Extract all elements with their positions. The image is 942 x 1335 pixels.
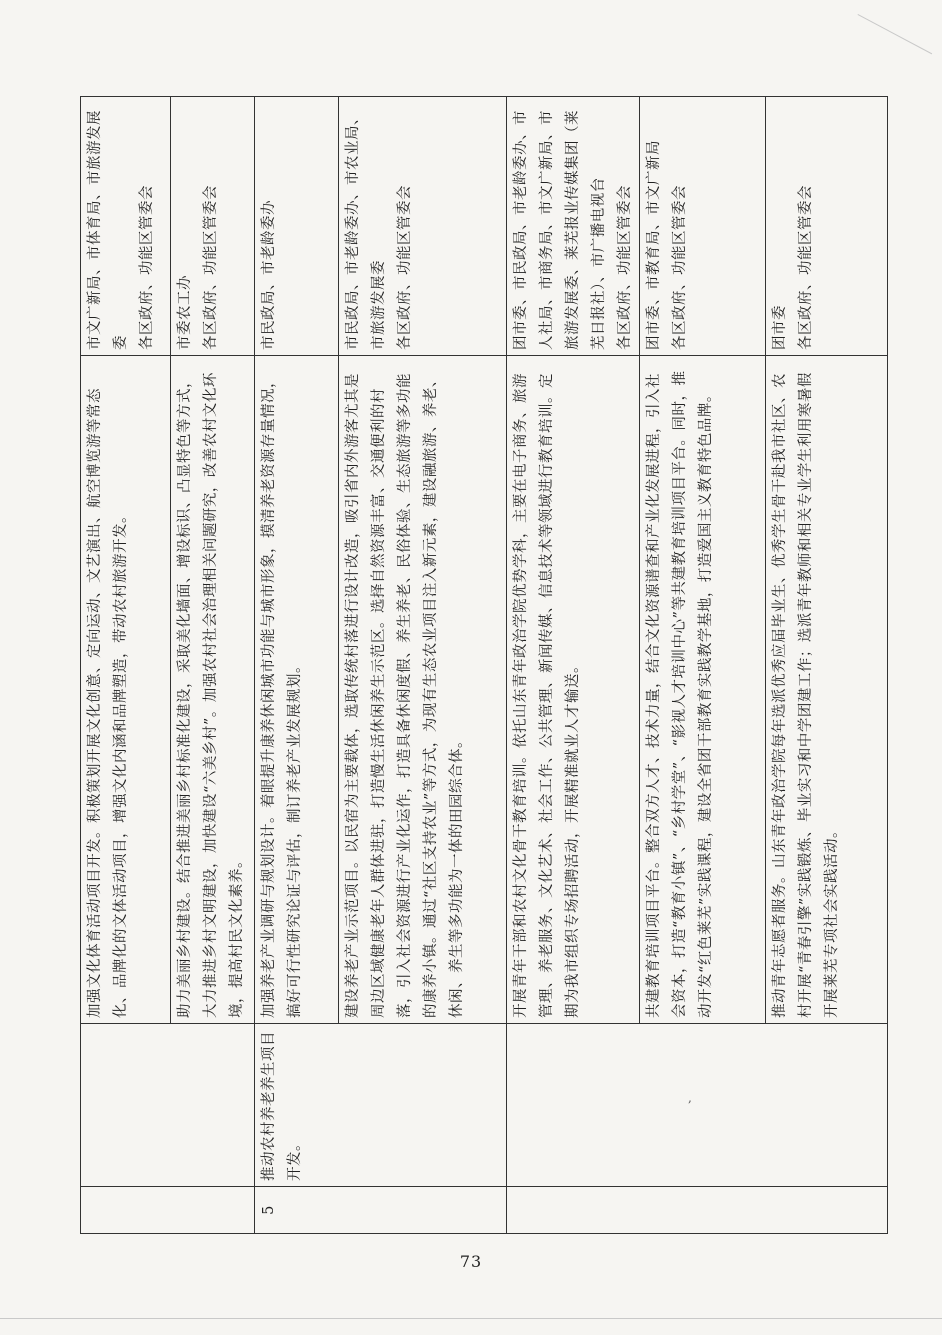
- task-table: [80, 96, 888, 1234]
- responsible-dept-cell: 团市委、市教育局、市文广新局 各区政府、功能区管委会: [640, 97, 766, 356]
- table-row: [507, 97, 640, 1234]
- table-row: [81, 97, 171, 1234]
- page-number: 73: [459, 1252, 483, 1271]
- row-number-cell: [81, 1187, 255, 1234]
- responsible-dept-cell: 市文广新局、市体育局、市旅游发展委 各区政府、功能区管委会: [81, 97, 171, 356]
- row-number-cell: 5: [255, 1187, 507, 1234]
- row-number-cell: [507, 1187, 888, 1234]
- responsible-dept-cell: 市委农工办 各区政府、功能区管委会: [171, 97, 255, 356]
- task-content-cell: 共建教育培训项目平台。整合双方人才、技术力量，结合文化资源谱查和产业化发展进程，引入社会资本，打造“教育小镇”、“乡村学堂”、“影视人才培训中心”等共建教育培训项目平台。同时，推动开发“红色莱芜”实践课程，建设全省团干部教育实践教学基地，打造爱国主义教育特色品牌。: [640, 356, 766, 1024]
- responsible-dept-cell: 团市委、市民政局、市老龄委办、市人社局、市商务局、市文广新局、市旅游发展委、莱芜报业传媒集团（莱芜日报社）、市广播电视台 各区政府、功能区管委会: [507, 97, 640, 356]
- task-content-cell: 开展青年干部和农村文化骨干教育培训。依托山东青年政治学院优势学科，主要在电子商务、旅游管理、养老服务、文化艺术、社会工作、公共管理、新闻传媒、信息技术等领域进行教育培训。定期为我市组织专场招聘活动，开展精准就业人才输送。: [507, 356, 640, 1024]
- scan-corner-line: [858, 14, 933, 54]
- stray-mark: ,: [688, 1091, 692, 1105]
- rotated-table-area: [80, 96, 942, 1215]
- task-content-cell: 加强养老产业调研与规划设计。着眼提升康养休闲城市功能与城市形象，摸清养老资源存量情况，搞好可行性研究论证与评估，制订养老产业发展规划。: [255, 356, 339, 1024]
- item-title-cell: 推动农村养老养生项目开发。: [255, 1024, 507, 1187]
- item-title-cell: [81, 1024, 255, 1187]
- task-content-cell: 建设养老产业示范项目。以民宿为主要载体，选取传统村落进行设计改造，吸引省内外游客尤其是周边区域健康老年人群体进驻，打造慢生活休闲养生示范区。选择自然资源丰富、交通便利的村落，引入社会资源进行产业化运作，打造具备休闲度假、养生养老、民俗体验、生态旅游等多功能的康养小镇。通过“社区支持农业”等方式，为现有生态农业项目注入新元素，建设融旅游、养老、休闲、养生等多功能为一体的田园综合体。: [339, 356, 507, 1024]
- scan-edge-line: [0, 1318, 942, 1319]
- responsible-dept-cell: 市民政局、市老龄委办、市农业局、市旅游发展委 各区政府、功能区管委会: [339, 97, 507, 356]
- task-content-cell: 推动青年志愿者服务。山东青年政治学院每年选派优秀应届毕业生、优秀学生骨干赴我市社区、农村开展“青春引擎”实践锻炼、毕业实习和中学团建工作；选派青年教师和相关专业学生利用寒暑假开展莱芜专项社会实践活动。: [766, 356, 888, 1024]
- table-row: [255, 97, 339, 1234]
- responsible-dept-cell: 团市委 各区政府、功能区管委会: [766, 97, 888, 356]
- task-content-cell: 加强文化体育活动项目开发。积极策划开展文化创意、定向运动、文艺演出、航空博览游等常态化、品牌化的文体活动项目，增强文化内涵和品牌塑造，带动农村旅游开发。: [81, 356, 171, 1024]
- item-title-cell: [507, 1024, 888, 1187]
- responsible-dept-cell: 市民政局、市老龄委办: [255, 97, 339, 356]
- task-content-cell: 助力美丽乡村建设。结合推进美丽乡村标准化建设，采取美化墙面、增设标识、凸显特色等方式，大力推进乡村文明建设，加快建设“六美乡村”。加强农村社会治理相关问题研究，改善农村文化环境，提高村民文化素养。: [171, 356, 255, 1024]
